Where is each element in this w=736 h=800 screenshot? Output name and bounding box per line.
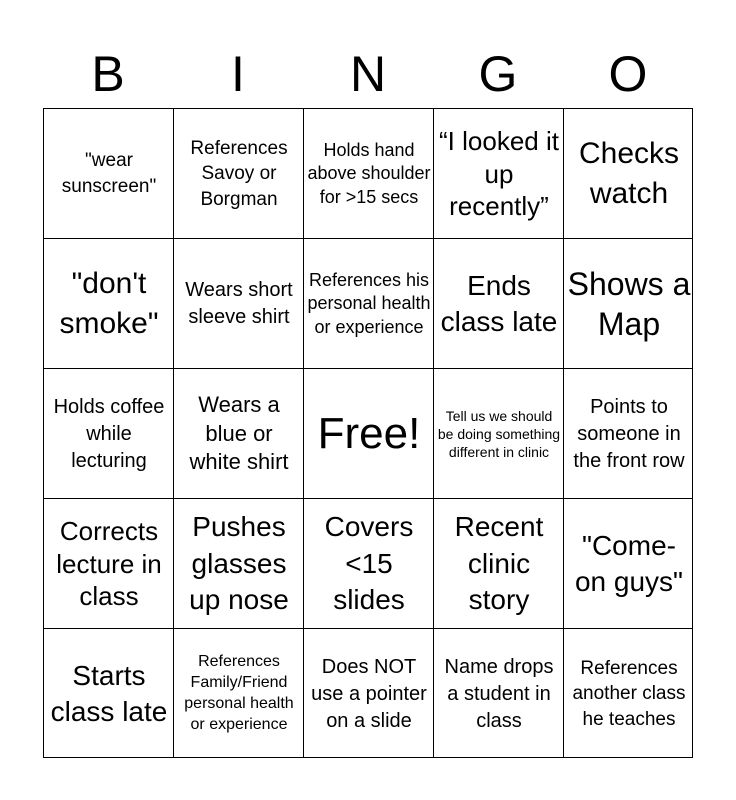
bingo-board [43, 108, 693, 758]
bingo-header [43, 40, 693, 108]
cell-text: "Come-on guys" [574, 529, 683, 597]
cell-text: Points to someone in the front row [573, 395, 685, 472]
cell-text: Checks watch [578, 136, 680, 210]
cell-text: References another class he teaches [572, 657, 686, 730]
bingo-cell[interactable] [174, 369, 304, 499]
bingo-cell[interactable] [564, 109, 694, 239]
bingo-cell[interactable] [434, 239, 564, 369]
bingo-cell[interactable] [434, 369, 564, 499]
cell-text: "wear sunscreen" [61, 150, 157, 197]
bingo-cell[interactable] [304, 109, 434, 239]
cell-text: Shows a Map [567, 266, 691, 342]
cell-text: Starts class late [50, 659, 168, 727]
cell-text: Ends class late [440, 269, 558, 337]
cell-text: Wears a blue or white shirt [189, 392, 289, 475]
cell-text: Does NOT use a pointer on a slide [311, 655, 427, 732]
bingo-cell[interactable] [174, 239, 304, 369]
cell-text: References Savoy or Borgman [190, 137, 288, 210]
cell-text: Free! [317, 408, 421, 458]
header-letter-o: O [608, 46, 648, 102]
bingo-cell[interactable] [434, 499, 564, 629]
bingo-cell[interactable] [174, 109, 304, 239]
cell-text: Wears short sleeve shirt [185, 279, 293, 328]
header-letter-i: I [231, 46, 245, 102]
cell-text: References Family/Friend personal health or experience [184, 653, 294, 733]
cell-text: References his personal health or experience [307, 269, 431, 337]
cell-text: Corrects lecture in class [56, 516, 162, 612]
cell-text: Holds hand above shoulder for >15 secs [307, 139, 431, 207]
bingo-cell[interactable] [304, 629, 434, 759]
free-space[interactable] [304, 369, 434, 499]
bingo-cell[interactable] [44, 239, 174, 369]
bingo-cell[interactable] [174, 629, 304, 759]
bingo-cell[interactable] [44, 499, 174, 629]
header-letter-b: B [91, 46, 125, 102]
cell-text: “I looked it up recently” [439, 126, 559, 222]
bingo-cell[interactable] [564, 629, 694, 759]
bingo-cell[interactable] [564, 239, 694, 369]
bingo-cell[interactable] [304, 499, 434, 629]
bingo-cell[interactable] [564, 499, 694, 629]
bingo-cell[interactable] [44, 369, 174, 499]
cell-text: Covers <15 slides [324, 511, 414, 616]
bingo-cell[interactable] [44, 629, 174, 759]
bingo-cell[interactable] [434, 629, 564, 759]
bingo-cell[interactable] [304, 239, 434, 369]
header-letter-g: G [478, 46, 518, 102]
bingo-cell[interactable] [174, 499, 304, 629]
header-letter-n: N [349, 46, 387, 102]
cell-text: Recent clinic story [454, 511, 544, 616]
bingo-cell[interactable] [434, 109, 564, 239]
cell-text: Tell us we should be doing something different in clinic [437, 407, 561, 461]
cell-text: Name drops a student in class [444, 655, 554, 732]
cell-text: Holds coffee while lecturing [53, 395, 165, 472]
bingo-cell[interactable] [44, 109, 174, 239]
cell-text: "don't smoke" [59, 266, 159, 340]
bingo-cell[interactable] [564, 369, 694, 499]
cell-text: Pushes glasses up nose [189, 511, 289, 616]
